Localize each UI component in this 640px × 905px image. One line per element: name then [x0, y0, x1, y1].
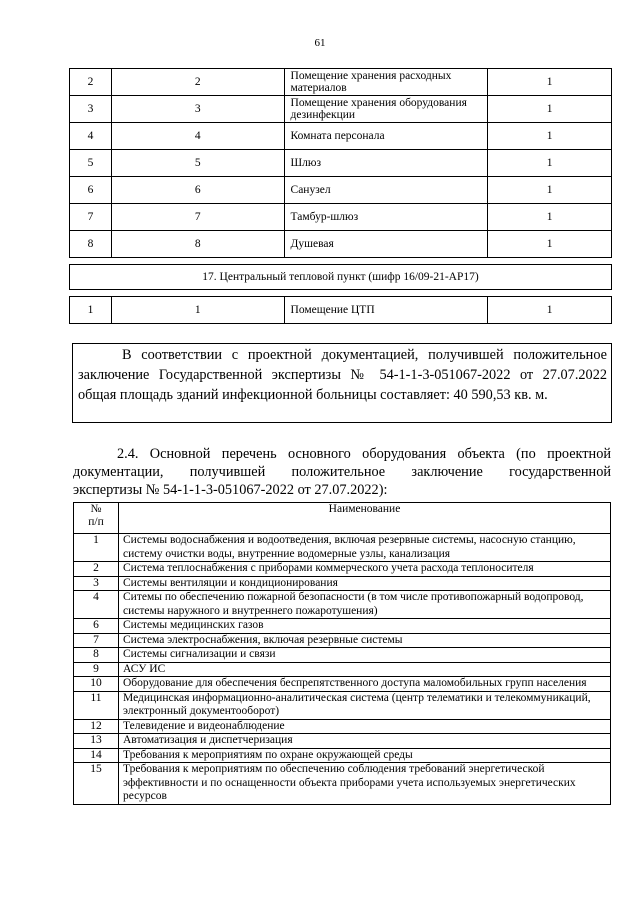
room-count: 1 — [488, 150, 612, 177]
table-row — [74, 576, 611, 591]
table-row — [70, 96, 612, 123]
row-number: 3 — [74, 576, 119, 591]
equipment-name: Требования к мероприятиям по охране окружающей среды — [119, 748, 611, 763]
row-number: 7 — [74, 633, 119, 648]
row-number: 6 — [70, 177, 112, 204]
equipment-name: Ситемы по обеспечению пожарной безопасности (в том числе противопожарный водопровод, системы наружного и внутреннего пожаротушения) — [119, 591, 611, 619]
room-name: Шлюз — [284, 150, 488, 177]
table-row — [74, 748, 611, 763]
page-number: 61 — [314, 37, 326, 49]
room-number: 1 — [111, 297, 284, 324]
room-number: 3 — [111, 96, 284, 123]
room-count: 1 — [488, 204, 612, 231]
row-number: 4 — [70, 123, 112, 150]
equipment-name: Автоматизация и диспетчеризация — [119, 734, 611, 749]
row-number: 2 — [70, 69, 112, 96]
row-number: 10 — [74, 677, 119, 692]
table-row — [74, 633, 611, 648]
table-row — [74, 591, 611, 619]
table-gap — [70, 258, 612, 265]
row-number: 3 — [70, 96, 112, 123]
row-number: 12 — [74, 719, 119, 734]
row-number: 4 — [74, 591, 119, 619]
table-row — [70, 123, 612, 150]
table-row — [70, 69, 612, 96]
row-number: 5 — [70, 150, 112, 177]
equipment-name: Телевидение и видеонаблюдение — [119, 719, 611, 734]
section-heading — [73, 445, 611, 499]
table-row — [74, 677, 611, 692]
row-number: 15 — [74, 763, 119, 805]
room-number: 2 — [111, 69, 284, 96]
table-row — [74, 648, 611, 663]
room-name: Санузел — [284, 177, 488, 204]
equipment-name: Требования к мероприятиям по обеспечению соблюдения требований энергетической эффективности и по оснащенности объекта приборами учета используемых энергетических ресурсов — [119, 763, 611, 805]
header-num: № п/п — [74, 503, 119, 534]
row-number: 1 — [74, 534, 119, 562]
table-row — [74, 719, 611, 734]
area-note — [72, 343, 612, 423]
room-number: 6 — [111, 177, 284, 204]
room-name: Помещение хранения расходных материалов — [284, 69, 488, 96]
table-row — [74, 763, 611, 805]
equipment-name: АСУ ИС — [119, 662, 611, 677]
equipment-name: Медицинская информационно-аналитическая система (центр телематики и телекоммуникаций, электронный документооборот) — [119, 691, 611, 719]
equipment-name: Системы медицинских газов — [119, 619, 611, 634]
section-row — [70, 265, 612, 290]
table-row — [74, 619, 611, 634]
room-name: Комната персонала — [284, 123, 488, 150]
area-note-line-3: общая площадь зданий инфекционной больницы составляет: 40 590,53 кв. м. — [78, 387, 548, 403]
equipment-name: Системы вентиляции и кондиционирования — [119, 576, 611, 591]
table-row — [70, 297, 612, 324]
row-number: 1 — [70, 297, 112, 324]
room-number: 8 — [111, 231, 284, 258]
equipment-name: Оборудование для обеспечения беспрепятственного доступа маломобильных групп населения — [119, 677, 611, 692]
table-row — [74, 691, 611, 719]
section-heading-line-2: документации, получившей положительное заключение государственной — [73, 464, 611, 480]
table-row — [74, 534, 611, 562]
row-number: 2 — [74, 562, 119, 577]
equipment-table — [73, 502, 611, 805]
room-name: Помещение ЦТП — [284, 297, 488, 324]
row-number: 7 — [70, 204, 112, 231]
room-name: Помещение хранения оборудования дезинфекции — [284, 96, 488, 123]
room-count: 1 — [488, 177, 612, 204]
room-name: Душевая — [284, 231, 488, 258]
area-note-line-2: заключение Государственной экспертизы № 54-1-1-3-051067-2022 от 27.07.2022 — [78, 367, 607, 383]
table-row — [74, 734, 611, 749]
room-number: 7 — [111, 204, 284, 231]
table-row — [70, 231, 612, 258]
room-count: 1 — [488, 297, 612, 324]
rooms-table — [69, 68, 612, 324]
section-title: 17. Центральный тепловой пункт (шифр 16/09-21-АР17) — [70, 265, 612, 290]
room-number: 4 — [111, 123, 284, 150]
row-number: 9 — [74, 662, 119, 677]
area-note-line-1: В соответствии с проектной документацией, получившей положительное — [122, 347, 607, 363]
room-count: 1 — [488, 231, 612, 258]
section-heading-line-1: 2.4. Основной перечень основного оборудования объекта (по проектной — [117, 446, 611, 462]
equipment-name: Система электроснабжения, включая резервные системы — [119, 633, 611, 648]
section-heading-line-3: экспертизы № 54-1-1-3-051067-2022 от 27.07.2022): — [73, 482, 388, 498]
room-count: 1 — [488, 96, 612, 123]
header-name: Наименование — [119, 503, 611, 534]
row-number: 14 — [74, 748, 119, 763]
equipment-name: Системы водоснабжения и водоотведения, включая резервные системы, насосную станцию, систему очистки воды, внутренние водомерные узлы, канализация — [119, 534, 611, 562]
row-number: 6 — [74, 619, 119, 634]
room-number: 5 — [111, 150, 284, 177]
table-row — [74, 662, 611, 677]
equipment-name: Система теплоснабжения с приборами коммерческого учета расхода теплоносителя — [119, 562, 611, 577]
row-number: 11 — [74, 691, 119, 719]
table-row — [74, 562, 611, 577]
table-row — [70, 177, 612, 204]
room-name: Тамбур-шлюз — [284, 204, 488, 231]
room-count: 1 — [488, 123, 612, 150]
row-number: 8 — [70, 231, 112, 258]
row-number: 13 — [74, 734, 119, 749]
table-row — [70, 150, 612, 177]
table-gap — [70, 290, 612, 297]
table-row — [70, 204, 612, 231]
equipment-name: Системы сигнализации и связи — [119, 648, 611, 663]
row-number: 8 — [74, 648, 119, 663]
room-count: 1 — [488, 69, 612, 96]
table-header — [74, 503, 611, 534]
